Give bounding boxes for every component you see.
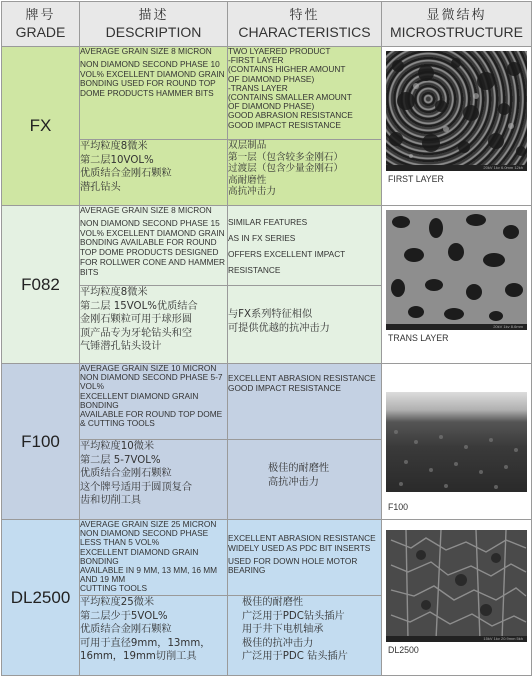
header-characteristics: 特性 CHARACTERISTICS bbox=[228, 2, 382, 47]
grade-table bbox=[1, 1, 532, 676]
dl2500-description-en: AVERAGE GRAIN SIZE 25 MICRON NON DIAMOND SECOND PHASE LESS THAN 5 VOL% EXCELLENT DIAMOND GRAIN BONDING AVAILABLE IN 9 MM, 13 MM, 16 MM AND 19 MM CUTTING TOOLS bbox=[80, 520, 228, 596]
f082-micrograph bbox=[386, 210, 527, 330]
fx-description-cn: 平均粒度8微米 第二层10VOL% 优质结合金刚石颗粒 潜孔钻头 bbox=[80, 140, 228, 206]
f100-characteristics-cn: 极佳的耐磨性 高抗冲击力 bbox=[228, 440, 382, 520]
header-description: 描述 DESCRIPTION bbox=[80, 2, 228, 47]
grade-f100: F100 bbox=[2, 364, 80, 520]
f082-micrograph-scalebar: 20kV 1kv 8.6mm bbox=[386, 324, 527, 330]
fx-micrograph-texture bbox=[386, 51, 527, 171]
fx-description-en: AVERAGE GRAIN SIZE 8 MICRON NON DIAMOND SECOND PHASE 10 VOL% EXCELLENT DIAMOND GRAIN BONDING USED FOR ROUND TOP DOME PRODUCTS HAMMER BITS bbox=[80, 47, 228, 140]
fx-characteristics-cn: 双层制品 第一层（包含较多金刚石） 过渡层（包含少量金刚石） 高耐磨性 高抗冲击力 bbox=[228, 140, 382, 206]
fx-micrograph bbox=[386, 51, 527, 171]
header-row bbox=[2, 2, 532, 47]
f100-description-en: AVERAGE GRAIN SIZE 10 MICRON NON DIAMOND SECOND PHASE 5-7 VOL% EXCELLENT DIAMOND GRAIN BONDING AVAILABLE FOR ROUND TOP DOME & CUTTING TOOLS bbox=[80, 364, 228, 440]
grade-f082: F082 bbox=[2, 206, 80, 364]
f100-micrograph-texture bbox=[386, 392, 527, 492]
f082-characteristics-en: SIMILAR FEATURES AS IN FX SERIES OFFERS EXCELLENT IMPACT RESISTANCE bbox=[228, 206, 382, 286]
grade-fx: FX bbox=[2, 47, 80, 206]
dl2500-microstructure bbox=[382, 520, 532, 676]
fx-micro-caption: FIRST LAYER bbox=[388, 174, 444, 184]
f082-micrograph-texture bbox=[386, 210, 527, 330]
header-grade: 牌号 GRADE bbox=[2, 2, 80, 47]
fx-characteristics-en: TWO LYAERED PRODUCT -FIRST LAYER (CONTAINS HIGHER AMOUNT OF DIAMOND PHASE) -TRANS LAYER (CONTAINS SMALLER AMOUNT OF DIAMOND PHASE) GOOD ABRASION RESISTANCE GOOD IMPACT RESISTANCE bbox=[228, 47, 382, 140]
f100-microstructure bbox=[382, 364, 532, 520]
dl2500-description-cn: 平均粒度25微米 第二层少于5VOL% 优质结合金刚石颗粒 可用于直径9mm，13mm， 16mm，19mm切削工具 bbox=[80, 596, 228, 676]
grade-dl2500: DL2500 bbox=[2, 520, 80, 676]
dl2500-characteristics-en: EXCELLENT ABRASION RESISTANCE WIDELY USED AS PDC BIT INSERTS USED FOR DOWN HOLE MOTOR BEARING bbox=[228, 520, 382, 596]
dl2500-characteristics-cn: 极佳的耐磨性 广泛用于PDC钻头插片 用于井下电机轴承 极佳的抗冲击力 广泛用于PDC 钻头插片 bbox=[228, 596, 382, 676]
dl2500-micro-caption: DL2500 bbox=[388, 645, 419, 655]
f100-micrograph bbox=[386, 392, 527, 492]
f082-description-cn: 平均粒度8微米 第二层 15VOL%优质结合 金刚石颗粒可用于球形圆 顶产品专为牙轮钻头和空 气锤潜孔钻头设计 bbox=[80, 286, 228, 364]
fx-microstructure bbox=[382, 47, 532, 206]
f100-description-cn: 平均粒度10微米 第二层 5-7VOL% 优质结合金刚石颗粒 这个牌号适用于圆顶复合 齿和切削工具 bbox=[80, 440, 228, 520]
dl2500-micrograph-texture bbox=[386, 530, 527, 642]
f082-description-en: AVERAGE GRAIN SIZE 8 MICRON NON DIAMOND SECOND PHASE 15 VOL% EXCELLENT DIAMOND GRAIN BONDING AVAILABLE FOR ROUND TOP DOME PRODUCTS DESIGNED FOR ROLLWER CONE AND HAMMER BITS bbox=[80, 206, 228, 286]
dl2500-micrograph bbox=[386, 530, 527, 642]
fx-micrograph-scalebar: 20kV 1kv 6.0mm 12kh bbox=[386, 165, 527, 171]
table-row-fx-en bbox=[2, 47, 532, 140]
grade-table-page bbox=[1, 1, 531, 684]
table-row-f100-en bbox=[2, 364, 532, 440]
f082-characteristics-cn: 与FX系列特征相似 可提供优越的抗冲击力 bbox=[228, 286, 382, 364]
f082-microstructure bbox=[382, 206, 532, 364]
table-row-dl2500-en bbox=[2, 520, 532, 596]
f100-characteristics-en: EXCELLENT ABRASION RESISTANCE GOOD IMPACT RESISTANCE bbox=[228, 364, 382, 440]
f082-micro-caption: TRANS LAYER bbox=[388, 333, 449, 343]
f100-micro-caption: F100 bbox=[388, 502, 409, 512]
header-microstructure: 显微结构 MICROSTRUCTURE bbox=[382, 2, 532, 47]
table-row-f082-en bbox=[2, 206, 532, 286]
dl2500-micrograph-scalebar: 15kV 1kv 20.9mm 5kh bbox=[386, 636, 527, 642]
